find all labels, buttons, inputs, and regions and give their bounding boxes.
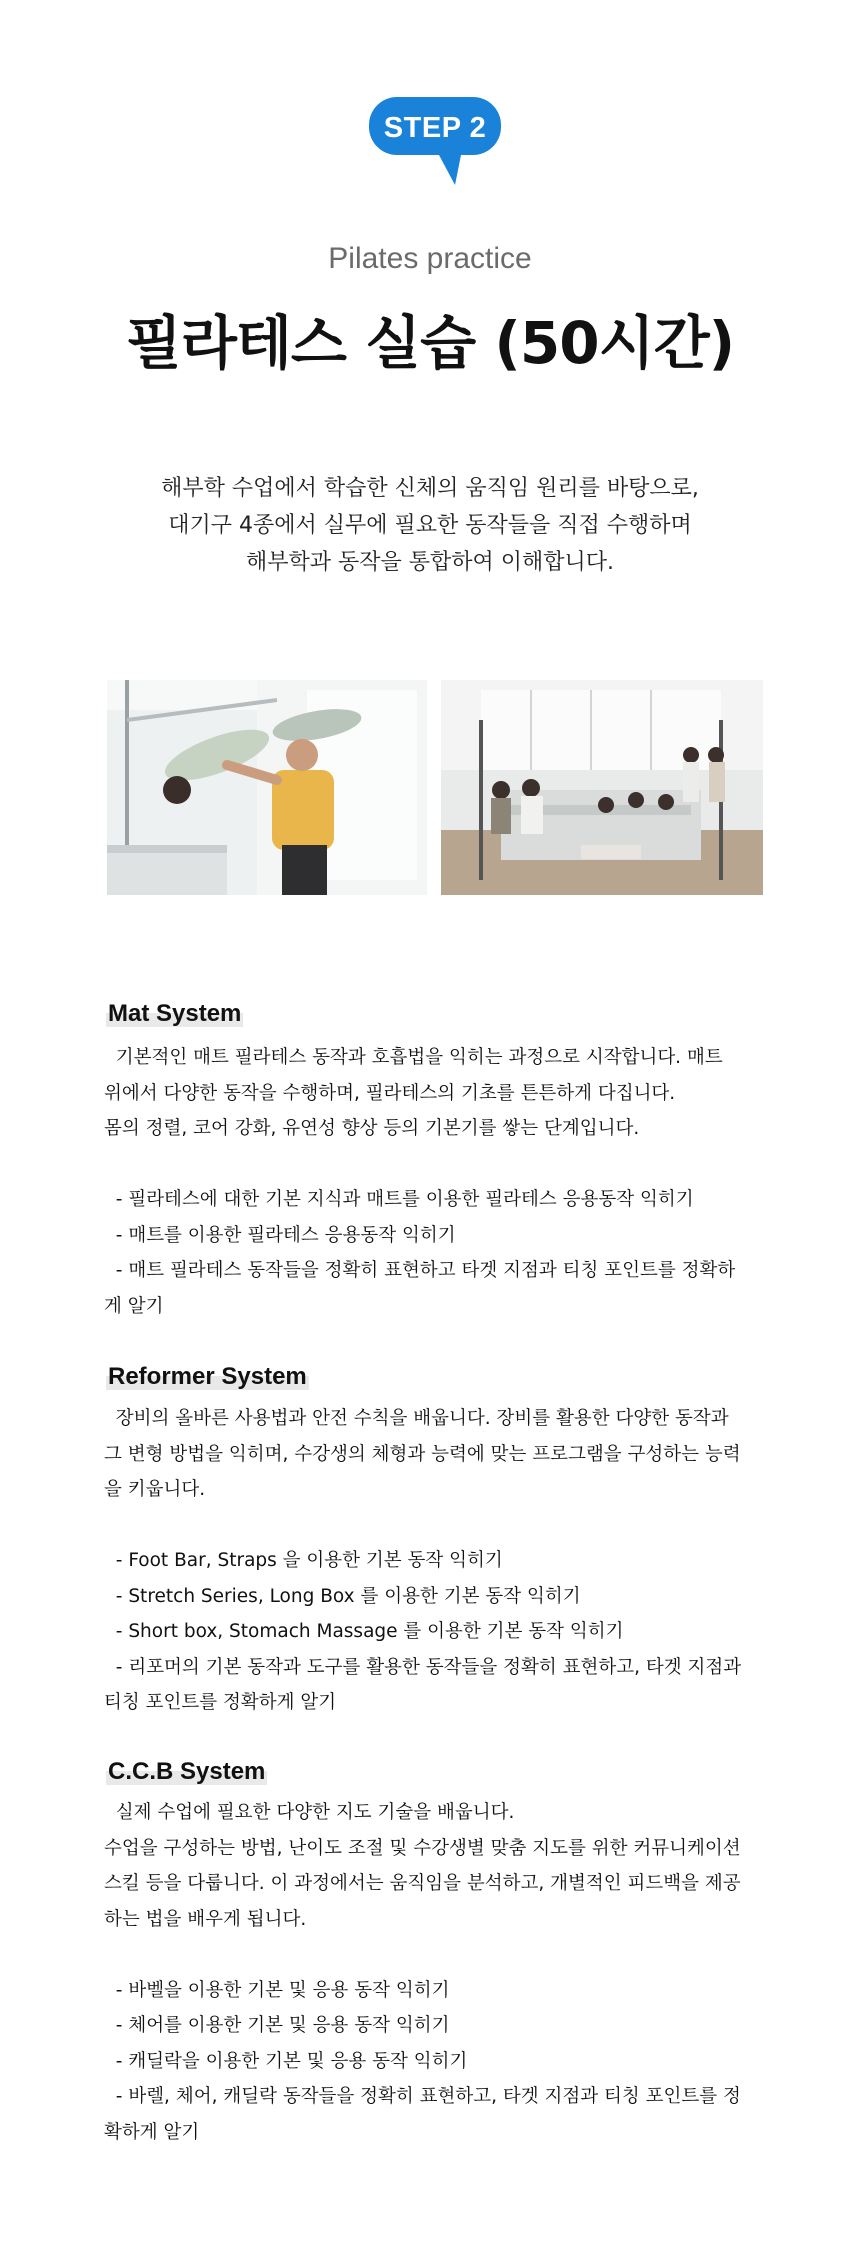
body-line: 스킬 등을 다룹니다. 이 과정에서는 움직임을 분석하고, 개별적인 피드백을 제공 <box>104 1873 741 1894</box>
body-line: - 바렐, 체어, 캐딜락 동작들을 정확히 표현하고, 타겟 지점과 티칭 포인트를 정 <box>104 2086 741 2107</box>
intro-line: 해부학과 동작을 통합하여 이해합니다. <box>245 550 614 575</box>
body-line: 몸의 정렬, 코어 강화, 유연성 향상 등의 기본기를 쌓는 단계입니다. <box>104 1118 640 1139</box>
body-line <box>104 1147 764 1183</box>
body-line: - 캐딜락을 이용한 기본 및 응용 동작 익히기 <box>104 2050 468 2072</box>
intro-paragraph <box>0 470 860 581</box>
body-line: - 매트 필라테스 동작들을 정확히 표현하고 타겟 지점과 티칭 포인트를 정확하 <box>104 1260 736 1281</box>
body-line: 게 알기 <box>104 1295 164 1317</box>
body-line: - Short box, Stomach Massage 를 이용한 기본 동작 익히기 <box>104 1621 624 1642</box>
body-line: - 리포머의 기본 동작과 도구를 활용한 동작들을 정확히 표현하고, 타겟 지점과 <box>104 1656 742 1678</box>
intro-line: 해부학 수업에서 학습한 신체의 움직임 원리를 바탕으로, <box>161 476 699 501</box>
body-line: 수업을 구성하는 방법, 난이도 조절 및 수강생별 맞춤 지도를 위한 커뮤니케이션 <box>104 1837 741 1859</box>
section-body-mat <box>104 1040 764 1324</box>
section-title: C.C.B System <box>108 1758 266 1785</box>
photo-group-class <box>441 680 763 895</box>
body-line: 티칭 포인트를 정확하게 알기 <box>104 1692 337 1713</box>
body-line: - 체어를 이용한 기본 및 응용 동작 익히기 <box>104 2015 450 2036</box>
body-line: 그 변형 방법을 익히며, 수강생의 체형과 능력에 맞는 프로그램을 구성하는 능력 <box>104 1443 741 1465</box>
page-title: 필라테스 실습 (50시간) <box>125 309 735 377</box>
body-line: 하는 법을 배우게 됩니다. <box>104 1908 307 1930</box>
body-line: - 필라테스에 대한 기본 지식과 매트를 이용한 필라테스 응용동작 익히기 <box>104 1189 694 1210</box>
photo-instructor-assisting <box>107 680 427 895</box>
body-line: 을 키웁니다. <box>104 1479 206 1500</box>
section-heading-ccb <box>104 1758 269 1786</box>
body-line: - Foot Bar, Straps 을 이용한 기본 동작 익히기 <box>104 1550 503 1571</box>
body-line: 실제 수업에 필요한 다양한 지도 기술을 배웁니다. <box>104 1802 515 1823</box>
section-title: Mat System <box>108 1000 242 1027</box>
section-body-reformer <box>104 1401 764 1721</box>
body-line: - 바벨을 이용한 기본 및 응용 동작 익히기 <box>104 1979 450 2001</box>
page-subtitle: Pilates practice <box>328 242 532 275</box>
body-line: - Stretch Series, Long Box 를 이용한 기본 동작 익히기 <box>104 1585 581 1607</box>
section-body-ccb <box>104 1795 764 2150</box>
body-line: 장비의 올바른 사용법과 안전 수칙을 배웁니다. 장비를 활용한 다양한 동작과 <box>104 1408 729 1429</box>
section-heading-mat <box>104 1000 245 1028</box>
body-line: - 매트를 이용한 필라테스 응용동작 익히기 <box>104 1224 456 1246</box>
body-line: 위에서 다양한 동작을 수행하며, 필라테스의 기초를 튼튼하게 다집니다. <box>104 1082 676 1104</box>
section-title: Reformer System <box>108 1363 307 1390</box>
body-line: 확하게 알기 <box>104 2121 200 2143</box>
body-line <box>104 1937 764 1973</box>
body-line <box>104 1508 764 1544</box>
body-line: 기본적인 매트 필라테스 동작과 호흡법을 익히는 과정으로 시작합니다. 매트 <box>104 1047 723 1068</box>
intro-line: 대기구 4종에서 실무에 필요한 동작들을 직접 수행하며 <box>168 513 692 538</box>
section-heading-reformer <box>104 1363 311 1391</box>
step-badge-label: STEP 2 <box>383 112 487 144</box>
